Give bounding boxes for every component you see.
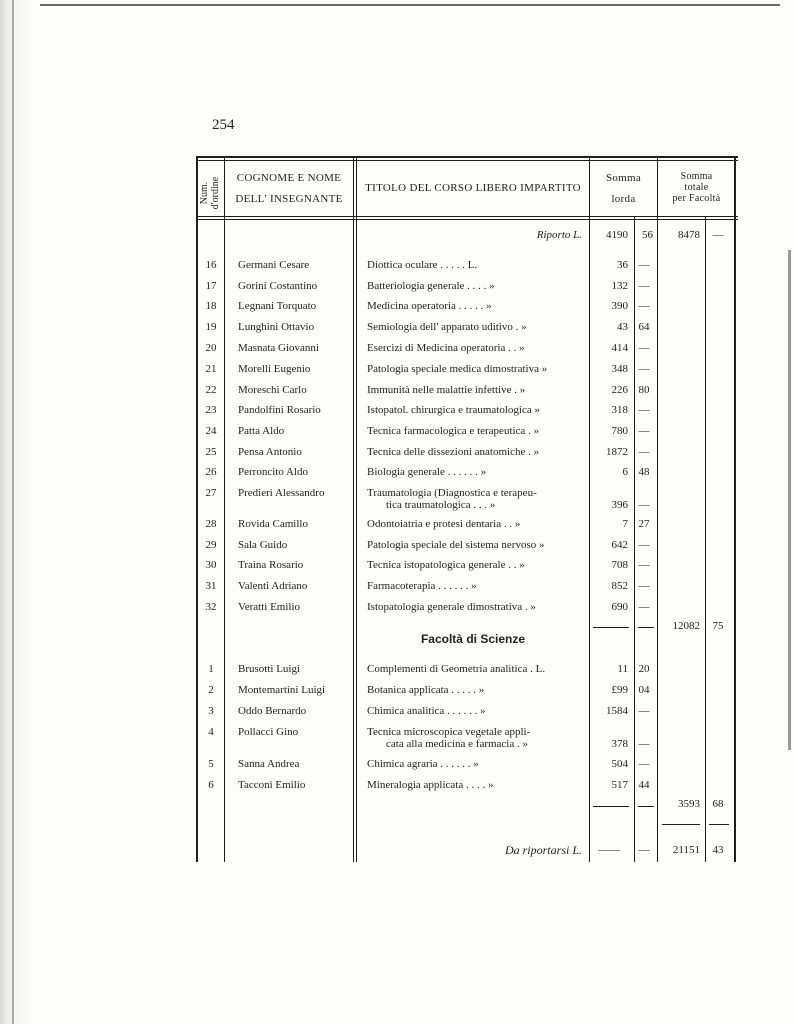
row-number: 29 <box>205 539 217 551</box>
header-lorda: lorda <box>611 193 636 205</box>
row-amount-cent: — <box>638 404 650 416</box>
row-teacher-name: Montemartini Luigi <box>238 684 326 696</box>
header-name-line1: COGNOME E NOME <box>236 172 342 184</box>
row-course-title: Farmacoterapia . . . . . . » <box>367 580 477 592</box>
row-course-title-cont: cata alla medicina e farmacia . » <box>386 738 528 750</box>
row-amount-cent: — <box>638 559 650 571</box>
row-course-title: Tecnica istopatologica generale . . » <box>367 559 525 571</box>
subtotal-a-rule-lire <box>593 627 629 628</box>
row-amount-cent: — <box>638 363 650 375</box>
row-course-title: Chimica analitica . . . . . . » <box>367 705 486 717</box>
subtotal-b-rule-cent <box>638 806 654 807</box>
row-course-title: Istopatologia generale dimostrativa . » <box>367 601 536 613</box>
row-number: 17 <box>205 280 217 292</box>
subtotal-b-lire: 3593 <box>678 798 700 810</box>
row-teacher-name: Veratti Emilio <box>238 601 301 613</box>
row-teacher-name: Sala Guido <box>238 539 288 551</box>
row-amount-cent: — <box>638 539 650 551</box>
row-number: 16 <box>205 259 217 271</box>
header-totale-2: totale <box>684 182 709 193</box>
row-amount-cent: — <box>638 425 650 437</box>
scan-edge-right <box>788 250 791 750</box>
row-amount-cent: — <box>638 738 650 750</box>
row-amount-lire: 852 <box>611 580 628 592</box>
row-course-title: Batteriologia generale . . . . » <box>367 280 495 292</box>
row-amount-lire: 690 <box>611 601 628 613</box>
riporto-lire: 4190 <box>606 229 628 241</box>
riporto-total-lire: 8478 <box>678 229 700 241</box>
row-amount-lire: 226 <box>611 384 628 396</box>
col-rule-lorda <box>657 158 658 862</box>
subtotal-a-cent: 75 <box>712 620 724 632</box>
row-amount-lire: 642 <box>611 539 628 551</box>
row-amount-lire: 318 <box>611 404 628 416</box>
section-title-scienze: Facoltà di Scienze <box>420 632 526 646</box>
row-teacher-name: Traina Rosario <box>238 559 304 571</box>
row-amount-cent: — <box>638 300 650 312</box>
row-amount-lire: £99 <box>611 684 628 696</box>
row-number: 27 <box>205 487 217 499</box>
col-rule-name-2 <box>356 158 357 862</box>
row-course-title: Biologia generale . . . . . . » <box>367 466 487 478</box>
row-teacher-name: Germani Cesare <box>238 259 310 271</box>
row-teacher-name: Valenti Adriano <box>238 580 308 592</box>
row-course-title-cont: tica traumatologica . . . » <box>386 499 496 511</box>
row-number: 22 <box>205 384 217 396</box>
row-course-title: Traumatologia (Diagnostica e terapeu- <box>367 487 537 499</box>
row-amount-lire: 780 <box>611 425 628 437</box>
row-amount-lire: 414 <box>611 342 628 354</box>
row-number: 28 <box>205 518 217 530</box>
row-number: 30 <box>205 559 217 571</box>
subtotal-a-rule-cent <box>638 627 654 628</box>
row-teacher-name: Morelli Eugenio <box>238 363 311 375</box>
row-number: 32 <box>205 601 217 613</box>
row-teacher-name: Predieri Alessandro <box>238 487 325 499</box>
row-teacher-name: Rovida Camillo <box>238 518 308 530</box>
row-amount-cent: — <box>638 580 650 592</box>
footer-lire: —— <box>598 844 620 856</box>
row-course-title: Esercizi di Medicina operatoria . . » <box>367 342 525 354</box>
header-totale-3: per Facoltà <box>672 193 721 204</box>
header-totale-1: Somma <box>680 171 713 182</box>
row-course-title: Botanica applicata . . . . . » <box>367 684 485 696</box>
row-amount-lire: 132 <box>611 280 628 292</box>
total-rule-lire <box>662 824 700 825</box>
row-teacher-name: Tacconi Emilio <box>238 779 306 791</box>
riporto-total-cent: — <box>712 229 724 241</box>
row-teacher-name: Pensa Antonio <box>238 446 302 458</box>
row-amount-cent: — <box>638 758 650 770</box>
row-amount-lire: 11 <box>617 663 628 675</box>
header-num-ordine-line1: Num. <box>199 181 210 205</box>
row-number: 2 <box>208 684 214 696</box>
row-amount-cent: — <box>638 259 650 271</box>
footer-total-lire: 21151 <box>672 844 700 856</box>
row-amount-lire: 1584 <box>606 705 628 717</box>
row-amount-cent: 80 <box>638 384 650 396</box>
col-rule-ordine <box>224 158 225 862</box>
row-amount-lire: 6 <box>622 466 628 478</box>
row-course-title: Complementi di Geometria analitica . L. <box>367 663 546 675</box>
row-course-title: Odontoiatria e protesi dentaria . . » <box>367 518 521 530</box>
row-amount-cent: 20 <box>638 663 650 675</box>
row-course-title: Tecnica microscopica vegetale appli- <box>367 726 531 738</box>
header-name-line2: DELL' INSEGNANTE <box>235 193 343 205</box>
riporto-label: Riporto L. <box>536 229 582 241</box>
footer-label: Da riportarsi L. <box>504 843 582 857</box>
row-amount-cent: 44 <box>638 779 650 791</box>
row-amount-cent: 64 <box>638 321 650 333</box>
row-course-title: Chimica agraria . . . . . . » <box>367 758 479 770</box>
row-amount-lire: 517 <box>611 779 628 791</box>
header-num-ordine <box>199 167 221 219</box>
row-teacher-name: Lunghini Ottavio <box>238 321 315 333</box>
row-amount-lire: 504 <box>611 758 628 770</box>
row-number: 6 <box>208 779 214 791</box>
row-teacher-name: Oddo Bernardo <box>238 705 307 717</box>
row-teacher-name: Moreschi Carlo <box>238 384 307 396</box>
col-rule-name <box>353 158 354 862</box>
row-teacher-name: Masnata Giovanni <box>238 342 319 354</box>
row-course-title: Istopatol. chirurgica e traumatologica » <box>367 404 540 416</box>
row-teacher-name: Brusotti Luigi <box>238 663 301 675</box>
row-amount-lire: 390 <box>611 300 628 312</box>
row-number: 5 <box>208 758 214 770</box>
row-amount-lire: 348 <box>611 363 628 375</box>
row-amount-lire: 378 <box>611 738 628 750</box>
row-course-title: Patologia speciale medica dimostrativa » <box>367 363 548 375</box>
row-teacher-name: Perroncito Aldo <box>238 466 308 478</box>
row-course-title: Semiologia dell' apparato uditivo . » <box>367 321 527 333</box>
row-number: 21 <box>205 363 217 375</box>
row-course-title: Patologia speciale del sistema nervoso » <box>367 539 545 551</box>
row-number: 4 <box>208 726 214 738</box>
row-teacher-name: Pandolfini Rosario <box>238 404 321 416</box>
row-amount-cent: — <box>638 446 650 458</box>
riporto-cent: 56 <box>642 229 653 241</box>
row-number: 31 <box>205 580 217 592</box>
footer-total-cent: 43 <box>712 844 724 856</box>
col-rule-right <box>734 156 736 862</box>
row-amount-cent: — <box>638 342 650 354</box>
header-course-title: TITOLO DEL CORSO LIBERO IMPARTITO <box>365 182 581 194</box>
row-number: 23 <box>205 404 217 416</box>
row-number: 20 <box>205 342 217 354</box>
row-course-title: Diottica oculare . . . . . L. <box>367 259 478 271</box>
row-teacher-name: Sanna Andrea <box>238 758 300 770</box>
row-amount-cent: — <box>638 705 650 717</box>
row-amount-lire: 7 <box>622 518 628 530</box>
row-amount-cent: — <box>638 499 650 511</box>
scan-edge-top <box>40 4 780 6</box>
row-teacher-name: Patta Aldo <box>238 425 285 437</box>
row-amount-cent: 27 <box>638 518 650 530</box>
row-amount-lire: 43 <box>617 321 628 333</box>
row-amount-lire: 36 <box>617 259 628 271</box>
row-amount-lire: 396 <box>611 499 628 511</box>
footer-cent: — <box>638 844 650 856</box>
subtotal-b-rule-lire <box>593 806 629 807</box>
row-course-title: Immunità nelle malattie infettive . » <box>367 384 526 396</box>
subtotal-b-cent: 68 <box>712 798 724 810</box>
row-amount-cent: — <box>638 280 650 292</box>
row-number: 25 <box>205 446 217 458</box>
row-amount-cent: — <box>638 601 650 613</box>
row-number: 3 <box>208 705 214 717</box>
row-number: 19 <box>205 321 217 333</box>
subtotal-a-lire: 12082 <box>672 620 700 632</box>
header-somma: Somma <box>605 172 642 184</box>
row-teacher-name: Pollacci Gino <box>238 726 299 738</box>
row-course-title: Mineralogia applicata . . . . » <box>367 779 494 791</box>
row-teacher-name: Legnani Torquato <box>238 300 317 312</box>
row-amount-lire: 1872 <box>606 446 628 458</box>
row-teacher-name: Gorini Costantino <box>238 280 318 292</box>
row-number: 26 <box>205 466 217 478</box>
row-course-title: Tecnica farmacologica e terapeutica . » <box>367 425 540 437</box>
row-course-title: Tecnica delle dissezioni anatomiche . » <box>367 446 540 458</box>
scan-edge-left <box>0 0 34 1024</box>
row-course-title: Medicina operatoria . . . . . » <box>367 300 492 312</box>
row-amount-cent: 48 <box>638 466 650 478</box>
row-number: 1 <box>208 663 214 675</box>
header-num-ordine-line2: d'ordine <box>210 176 221 210</box>
row-amount-cent: 04 <box>638 684 650 696</box>
total-rule-cent <box>709 824 729 825</box>
row-number: 24 <box>205 425 217 437</box>
row-amount-lire: 708 <box>611 559 628 571</box>
page-number: 254 <box>212 117 235 133</box>
row-number: 18 <box>205 300 217 312</box>
col-rule-totale-cent <box>705 217 706 862</box>
